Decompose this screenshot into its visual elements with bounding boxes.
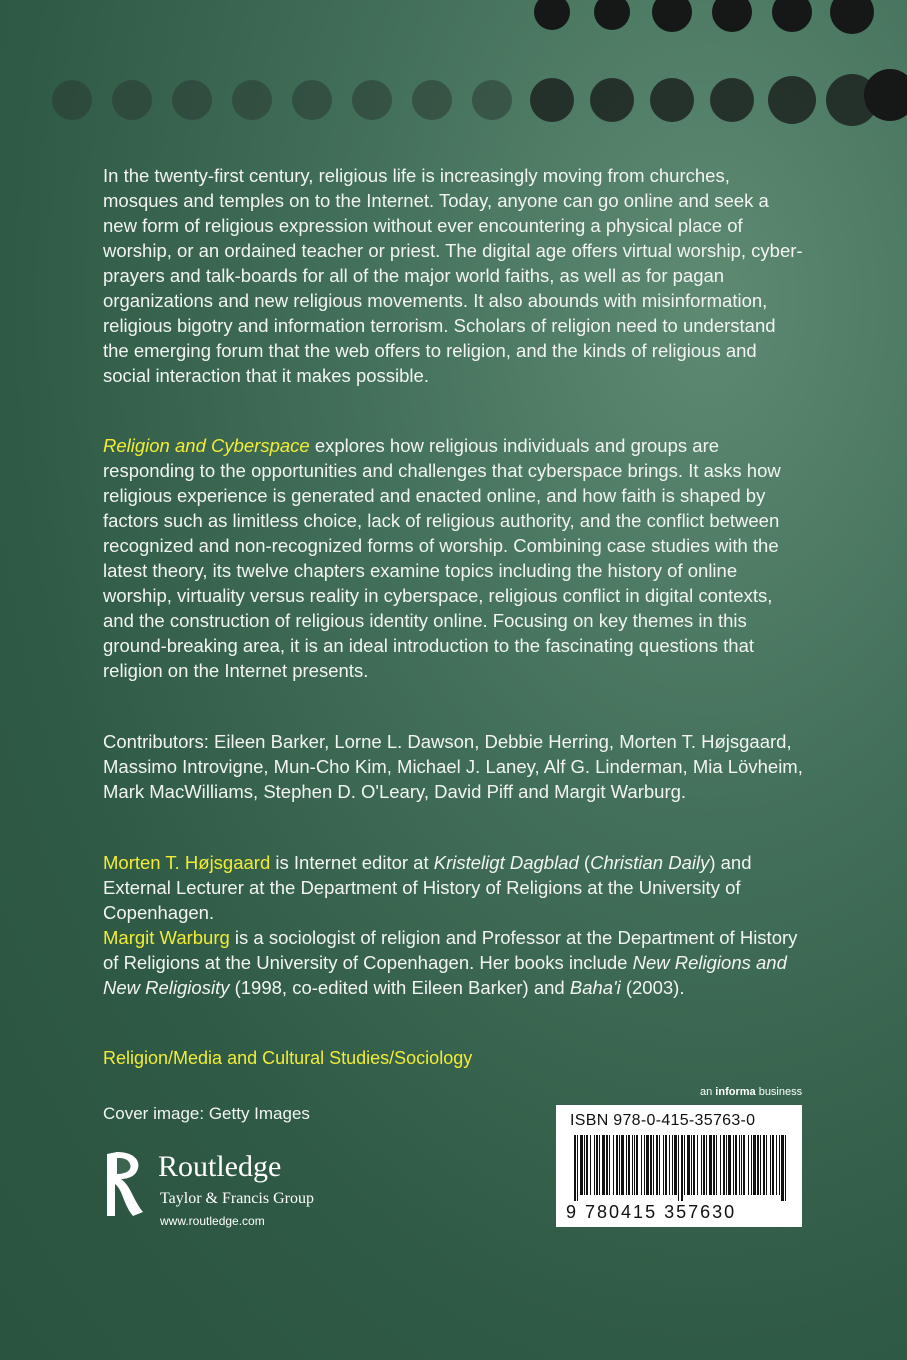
barcode-bar <box>632 1135 633 1195</box>
barcode-bar <box>687 1135 690 1195</box>
publisher-name: Routledge <box>158 1150 282 1183</box>
barcode <box>574 1135 788 1201</box>
barcode-bar <box>663 1135 664 1195</box>
barcode-bar <box>650 1135 652 1195</box>
barcode-bar <box>763 1135 765 1195</box>
barcode-box <box>556 1105 802 1227</box>
barcode-bar <box>659 1135 660 1195</box>
barcode-bar <box>584 1135 585 1195</box>
barcode-bar <box>748 1135 749 1195</box>
barcode-bar <box>726 1135 727 1195</box>
barcode-bar <box>716 1135 717 1195</box>
barcode-bar <box>641 1135 642 1195</box>
barcode-bar <box>656 1135 658 1195</box>
barcode-bar <box>574 1135 576 1201</box>
publisher-url[interactable]: www.routledge.com <box>160 1214 265 1228</box>
barcode-bar <box>757 1135 759 1195</box>
barcode-bar <box>751 1135 752 1195</box>
barcode-bar <box>634 1135 635 1195</box>
barcode-bar <box>779 1135 780 1195</box>
barcode-number: 9 780415 357630 <box>566 1202 737 1222</box>
barcode-bar <box>669 1135 670 1195</box>
author-name-2: Margit Warburg <box>103 927 230 948</box>
barcode-bar <box>684 1135 685 1195</box>
description-paragraph: In the twenty-first century, religious life is increasingly moving from churches, mosques and temples on to the Internet. Today, anyone can go online and seek a new form of religious expression without ever encountering a physical place of worship, or an ordained teacher or priest. The digital age offers virtual worship, cyber-prayers and talk-boards for all of the major world faiths, as well as for pagan organizations and new religious movements. It also abounds with misinformation, religious bigotry and information terrorism. Scholars of religion need to understand the emerging forum that the web offers to religion, and the kinds of religious and social interaction that it makes possible. <box>103 165 803 386</box>
barcode-bar <box>693 1135 695 1195</box>
barcode-bar <box>776 1135 777 1195</box>
author-bio-2: Margit Warburg is a sociologist of religion and Professor at the Department of History of Religions at the University of Copenhagen. Her books include New Religions and New Religiosity (1998, co-edited with Eileen Barker) and Baha'i (2003). <box>103 927 798 998</box>
author-bio-1: Morten T. Højsgaard is Internet editor at Kristeligt Dagblad (Christian Daily) and External Lecturer at the Department of History of Religions at the University of Copenhagen. <box>103 852 752 923</box>
subject-category: Religion/Media and Cultural Studies/Sociology <box>103 1048 473 1068</box>
barcode-bar <box>691 1135 692 1195</box>
barcode-bar <box>772 1135 774 1195</box>
barcode-bar <box>703 1135 705 1195</box>
barcode-bar <box>728 1135 731 1195</box>
barcode-bar <box>653 1135 654 1195</box>
barcode-bar <box>681 1135 683 1201</box>
barcode-bar <box>674 1135 677 1195</box>
isbn-text: ISBN 978-0-415-35763-0 <box>570 1112 756 1129</box>
barcode-bar <box>636 1135 638 1195</box>
barcode-bar <box>770 1135 771 1195</box>
barcode-bar <box>644 1135 645 1195</box>
barcode-bar <box>596 1135 598 1195</box>
barcode-bar <box>619 1135 620 1195</box>
barcode-bar <box>733 1135 734 1195</box>
barcode-bar <box>626 1135 627 1195</box>
barcode-bar <box>701 1135 702 1195</box>
author-name-1: Morten T. Højsgaard <box>103 852 271 873</box>
barcode-bar <box>594 1135 595 1195</box>
barcode-bar <box>678 1135 679 1201</box>
barcode-bar <box>766 1135 767 1195</box>
barcode-bar <box>709 1135 712 1195</box>
barcode-bar <box>609 1135 610 1195</box>
informa-tagline: an informa business <box>700 1086 803 1098</box>
barcode-bar <box>753 1135 756 1195</box>
barcode-bar <box>706 1135 707 1195</box>
barcode-bar <box>590 1135 591 1195</box>
barcode-bar <box>602 1135 605 1195</box>
barcode-bar <box>697 1135 698 1195</box>
barcode-bar <box>720 1135 721 1195</box>
barcode-bar <box>785 1135 786 1201</box>
barcode-bar <box>741 1135 742 1195</box>
author-bios <box>103 850 803 1000</box>
summary-paragraph: Religion and Cyberspace explores how religious individuals and groups are responding to the opportunities and challenges that cyberspace brings. It asks how religious experience is generated and enacted online, and how faith is shaped by factors such as limitless choice, lack of religious authority, and the conflict between recognized and non-recognized forms of worship. Combining case studies with the latest theory, its twelve chapters examine topics including the history of online worship, virtuality versus reality in cyberspace, religious conflict in digital contexts, and the construction of religious identity online. Focusing on key themes in this ground-breaking area, it is an ideal introduction to the fascinating questions that religion on the Internet presents. <box>103 435 781 681</box>
book-title: Religion and Cyberspace <box>103 435 310 456</box>
barcode-bar <box>646 1135 649 1195</box>
barcode-bar <box>735 1135 737 1195</box>
barcode-bar <box>606 1135 608 1195</box>
barcode-bar <box>580 1135 583 1195</box>
barcode-bar <box>723 1135 725 1195</box>
cover-credit: Cover image: Getty Images <box>103 1104 310 1123</box>
barcode-bar <box>713 1135 715 1195</box>
barcode-bar <box>621 1135 624 1195</box>
barcode-bar <box>672 1135 673 1195</box>
barcode-bar <box>665 1135 667 1195</box>
decorative-dots <box>0 0 907 140</box>
contributors-paragraph: Contributors: Eileen Barker, Lorne L. Dawson, Debbie Herring, Morten T. Højsgaard, Massimo Introvigne, Mun-Cho Kim, Michael J. Laney, Alf G. Linderman, Mia Lövheim, Mark MacWilliams, Stephen D. O'Leary, David Piff and Margit Warburg. <box>103 731 803 802</box>
barcode-bar <box>613 1135 614 1195</box>
barcode-bar <box>599 1135 600 1195</box>
barcode-bar <box>743 1135 745 1195</box>
barcode-bar <box>760 1135 761 1195</box>
barcode-bar <box>781 1135 784 1201</box>
publisher-group: Taylor & Francis Group <box>160 1190 314 1207</box>
barcode-bar <box>739 1135 740 1195</box>
routledge-logo <box>103 1150 343 1230</box>
barcode-bar <box>577 1135 578 1201</box>
barcode-bar <box>586 1135 588 1195</box>
barcode-bar <box>616 1135 618 1195</box>
barcode-bar <box>628 1135 630 1195</box>
